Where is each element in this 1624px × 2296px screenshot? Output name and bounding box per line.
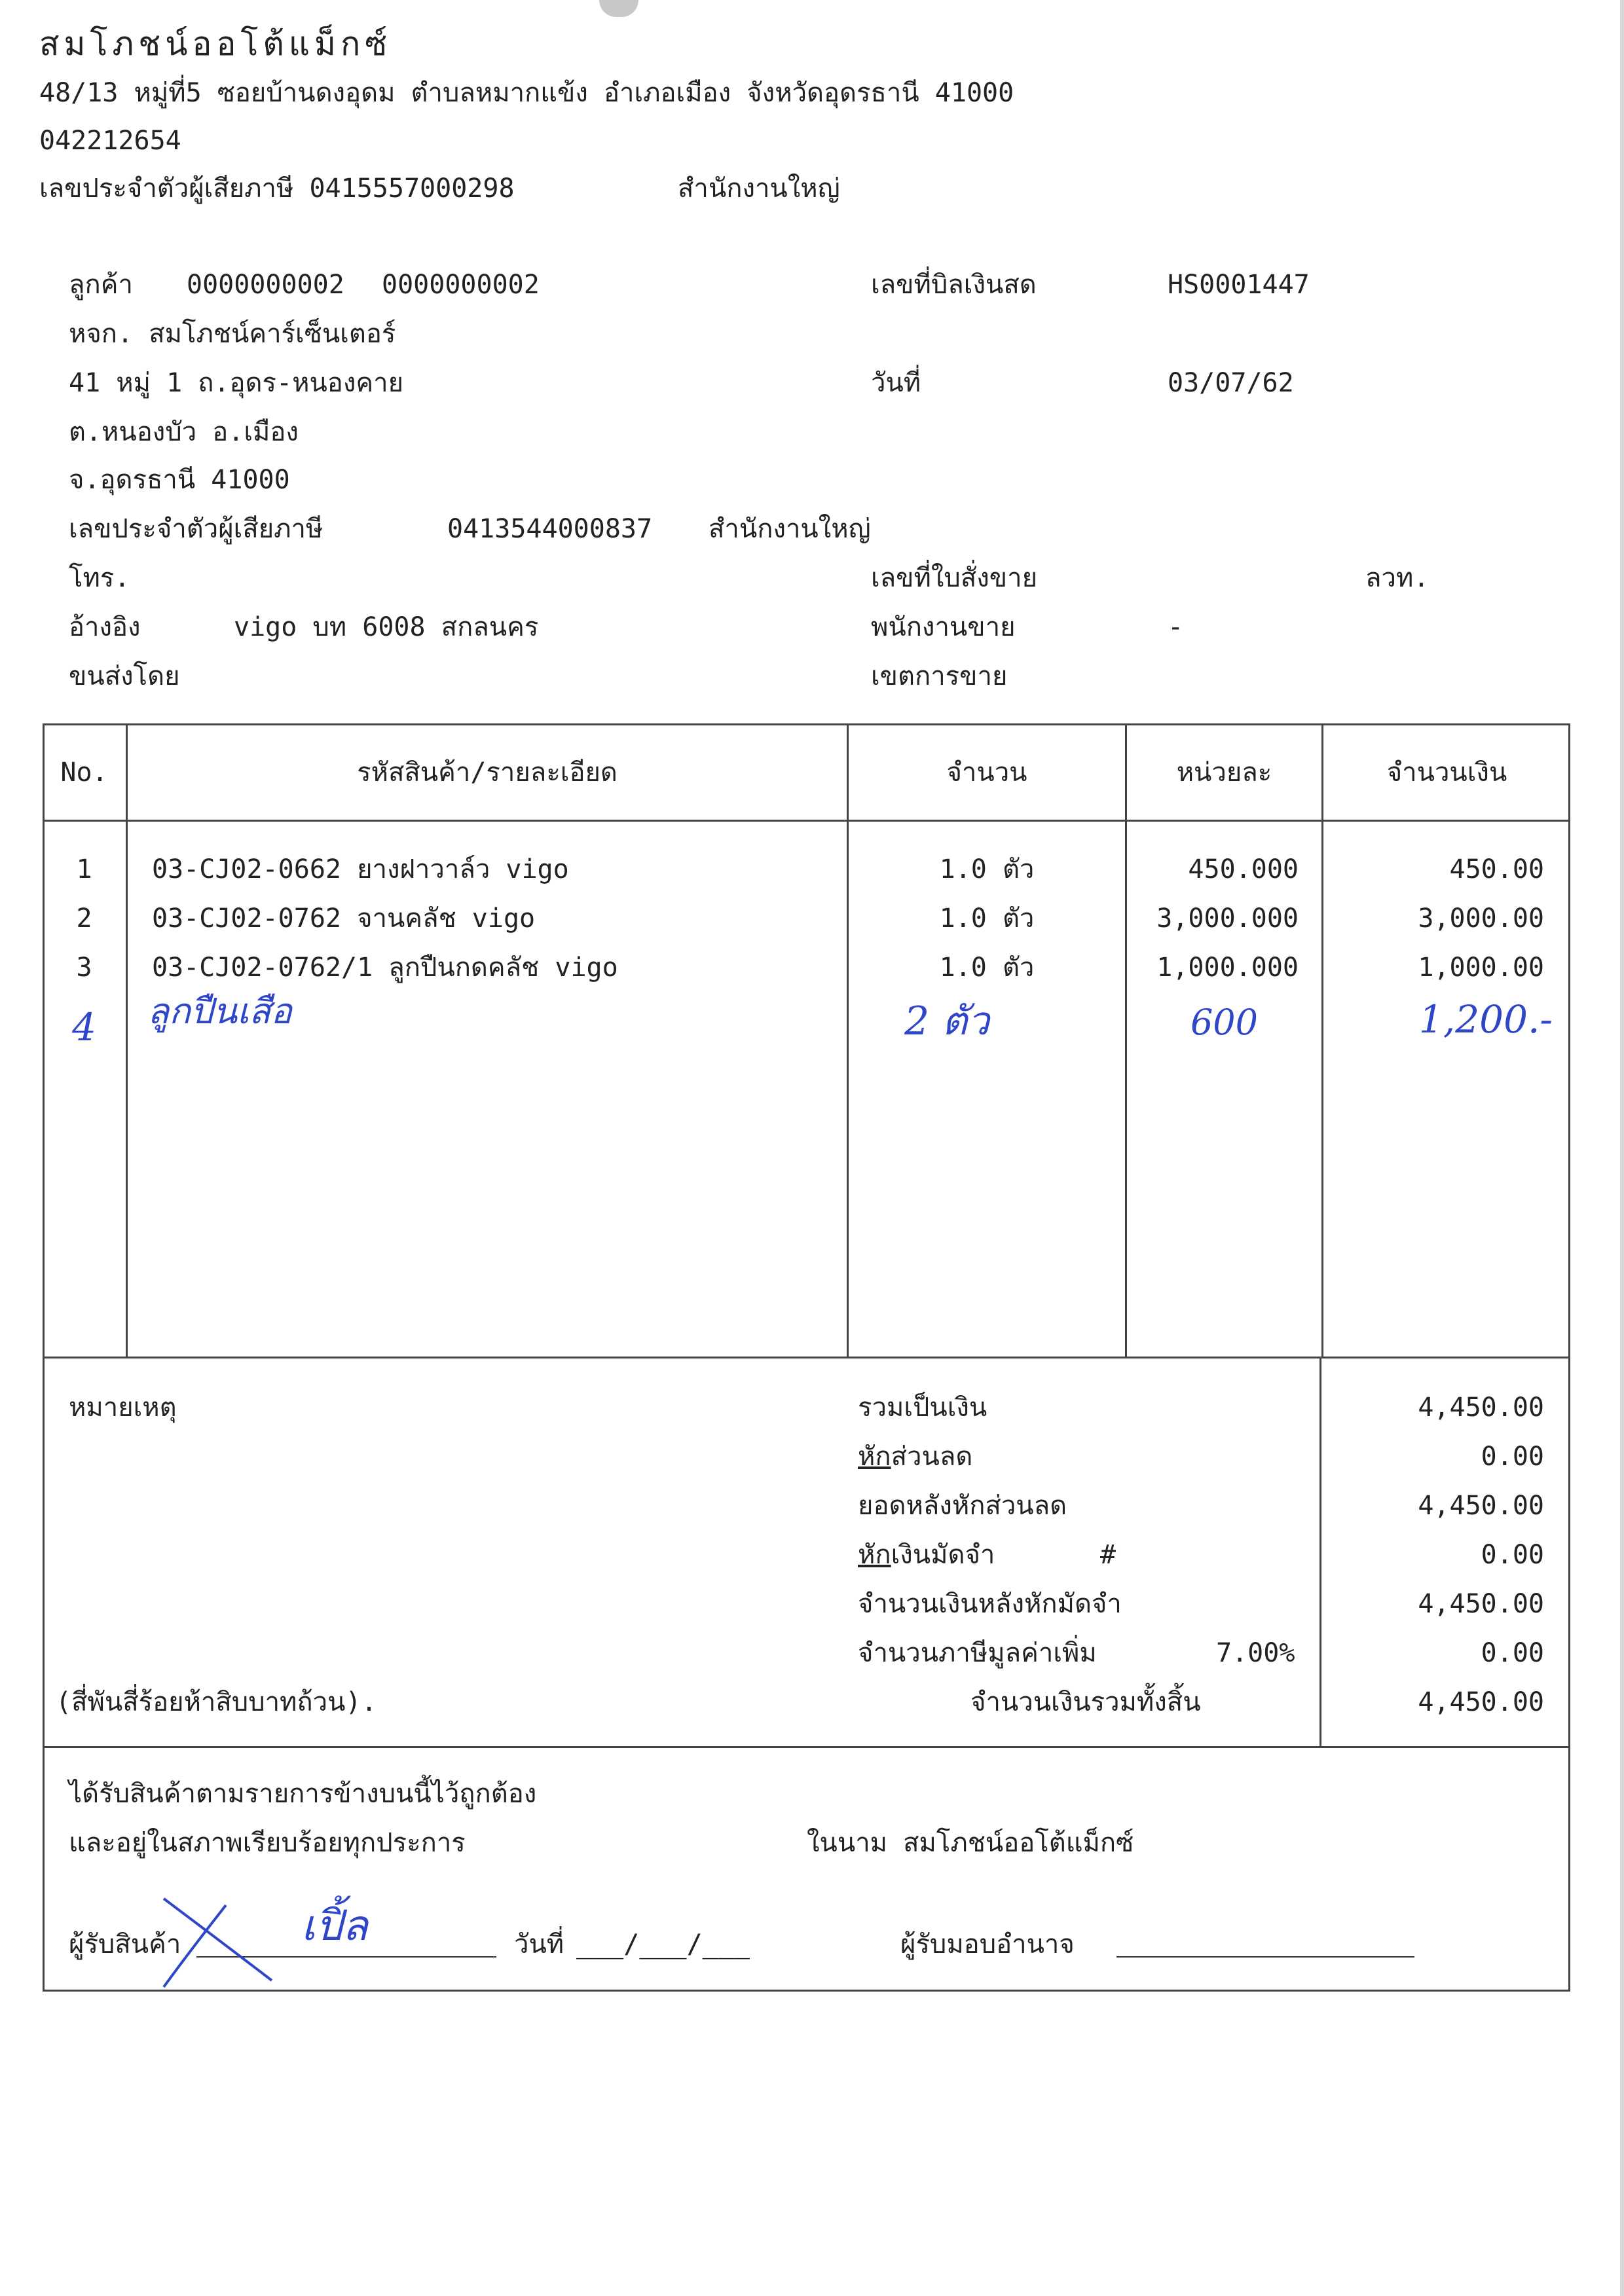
discount-prefix: หัก	[858, 1442, 891, 1472]
company-tax-id: เลขประจำตัวผู้เสียภาษี 0415557000298	[39, 173, 515, 204]
row-3-quantity: 1.0 ตัว	[939, 953, 1035, 983]
remark-label: หมายเหตุ	[69, 1393, 177, 1423]
header-amount: จำนวนเงิน	[1386, 757, 1507, 788]
discount-label	[858, 1444, 972, 1470]
items-table	[43, 723, 1570, 1358]
customer-code-2: 0000000002	[382, 270, 540, 300]
column-divider	[847, 723, 849, 1358]
deposit-value: 0.00	[1481, 1540, 1544, 1570]
salesperson-value: -	[1168, 612, 1184, 642]
row-2-quantity: 1.0 ตัว	[939, 903, 1035, 934]
received-statement-1: ได้รับสินค้าตามรายการข้างบนนี้ไว้ถูกต้อง	[69, 1779, 537, 1809]
column-divider	[1321, 723, 1323, 1358]
deposit-prefix: หัก	[858, 1540, 891, 1570]
row-3-unit-price: 1,000.000	[1156, 953, 1299, 983]
vat-rate: 7.00%	[1216, 1638, 1295, 1668]
total-label: รวมเป็นเงิน	[858, 1393, 987, 1423]
summary-divider	[1320, 1357, 1321, 1748]
customer-tax-label: เลขประจำตัวผู้เสียภาษี	[69, 514, 323, 544]
bill-date: 03/07/62	[1168, 368, 1294, 398]
row-1-no: 1	[76, 854, 92, 884]
discount-value: 0.00	[1481, 1442, 1544, 1472]
received-statement-2: และอยู่ในสภาพเรียบร้อยทุกประการ	[69, 1828, 466, 1858]
customer-tax-id: 0413544000837	[447, 514, 653, 544]
header-description: รหัสสินค้า/รายละเอียด	[357, 757, 618, 788]
shipping-label: ขนส่งโดย	[69, 661, 180, 691]
row-2-description: 03-CJ02-0762 จานคลัช vigo	[152, 903, 536, 934]
row-4-amount-handwritten: 1,200.-	[1418, 997, 1553, 1042]
after-discount-label: ยอดหลังหักส่วนลด	[858, 1491, 1067, 1521]
sales-order-value: ลวท.	[1365, 563, 1430, 593]
customer-code-1: 0000000002	[187, 270, 344, 300]
customer-name: หจก. สมโภชน์คาร์เซ็นเตอร์	[69, 319, 396, 349]
after-discount-value: 4,450.00	[1418, 1491, 1544, 1521]
receiver-signature: เปิ้ล	[301, 1902, 368, 1950]
scan-mark	[599, 0, 638, 17]
vat-value: 0.00	[1481, 1638, 1544, 1668]
bill-date-label: วันที่	[871, 368, 921, 398]
reference-value: vigo บท 6008 สกลนคร	[234, 612, 539, 642]
company-address: 48/13 หมู่ที่5 ซอยบ้านดงอุดม ตำบลหมากแข้ง อำเภอเมือง จังหวัดอุดรธานี 41000	[39, 78, 1014, 108]
after-deposit-label: จำนวนเงินหลังหักมัดจำ	[858, 1589, 1122, 1619]
vat-label: จำนวนภาษีมูลค่าเพิ่ม	[858, 1638, 1097, 1668]
row-1-unit-price: 450.000	[1188, 854, 1299, 884]
column-divider	[126, 723, 128, 1358]
grand-total-label: จำนวนเงินรวมทั้งสิ้น	[970, 1687, 1201, 1717]
column-divider	[1125, 723, 1127, 1358]
deposit-hash: #	[1100, 1540, 1116, 1570]
after-deposit-value: 4,450.00	[1418, 1589, 1544, 1619]
header-no: No.	[60, 757, 108, 788]
row-3-amount: 1,000.00	[1418, 953, 1544, 983]
row-4-unit-price-handwritten: 600	[1190, 1002, 1259, 1043]
signature-cross-mark	[157, 1886, 282, 1990]
sales-order-label: เลขที่ใบสั่งขาย	[871, 563, 1038, 593]
company-name: สมโภชน์ออโต้แม็กซ์	[39, 25, 392, 63]
on-behalf-of: ในนาม สมโภชน์ออโต้แม็กซ์	[807, 1828, 1134, 1858]
row-1-quantity: 1.0 ตัว	[939, 854, 1035, 884]
table-header-divider	[43, 820, 1570, 822]
total-value: 4,450.00	[1418, 1393, 1544, 1423]
row-3-no: 3	[76, 953, 92, 983]
row-3-description: 03-CJ02-0762/1 ลูกปืนกดคลัช vigo	[152, 953, 618, 983]
amount-in-words: (สี่พันสี่ร้อยห้าสิบบาทถ้วน).	[56, 1687, 377, 1717]
bill-number: HS0001447	[1168, 270, 1310, 300]
phone-label: โทร.	[69, 563, 130, 593]
receive-date-label: วันที่	[514, 1929, 564, 1959]
customer-branch: สำนักงานใหญ่	[709, 514, 871, 544]
header-quantity: จำนวน	[946, 757, 1027, 788]
customer-address-3: จ.อุดรธานี 41000	[69, 465, 290, 495]
row-1-description: 03-CJ02-0662 ยางฝาวาล์ว vigo	[152, 854, 569, 884]
row-1-amount: 450.00	[1449, 854, 1544, 884]
row-2-no: 2	[76, 903, 92, 934]
customer-label: ลูกค้า	[69, 270, 133, 300]
deposit-label	[858, 1542, 995, 1568]
customer-address-2: ต.หนองบัว อ.เมือง	[69, 417, 299, 447]
row-2-amount: 3,000.00	[1418, 903, 1544, 934]
row-4-quantity-handwritten: 2 ตัว	[904, 998, 989, 1044]
company-phone: 042212654	[39, 126, 181, 156]
reference-label: อ้างอิง	[69, 612, 141, 642]
row-2-unit-price: 3,000.000	[1156, 903, 1299, 934]
sales-area-label: เขตการขาย	[871, 661, 1008, 691]
deposit-text: เงินมัดจำ	[891, 1540, 995, 1570]
authorized-person-label: ผู้รับมอบอำนาจ	[900, 1929, 1075, 1959]
header-unit-price: หน่วยละ	[1176, 757, 1272, 788]
scan-edge	[1620, 0, 1624, 2296]
receiver-label: ผู้รับสินค้า	[69, 1929, 181, 1959]
row-4-no-handwritten: 4	[72, 1005, 96, 1049]
customer-address-1: 41 หมู่ 1 ถ.อุดร-หนองคาย	[69, 368, 404, 398]
company-branch: สำนักงานใหญ่	[678, 173, 840, 204]
authorized-signature-line	[1116, 1956, 1414, 1958]
grand-total-value: 4,450.00	[1418, 1687, 1544, 1717]
salesperson-label: พนักงานขาย	[871, 612, 1016, 642]
discount-text: ส่วนลด	[891, 1442, 973, 1472]
bill-number-label: เลขที่บิลเงินสด	[871, 270, 1037, 300]
receive-date-blank: ___/___/___	[576, 1929, 750, 1959]
row-4-description-handwritten: ลูกปืนเสือ	[147, 991, 292, 1032]
